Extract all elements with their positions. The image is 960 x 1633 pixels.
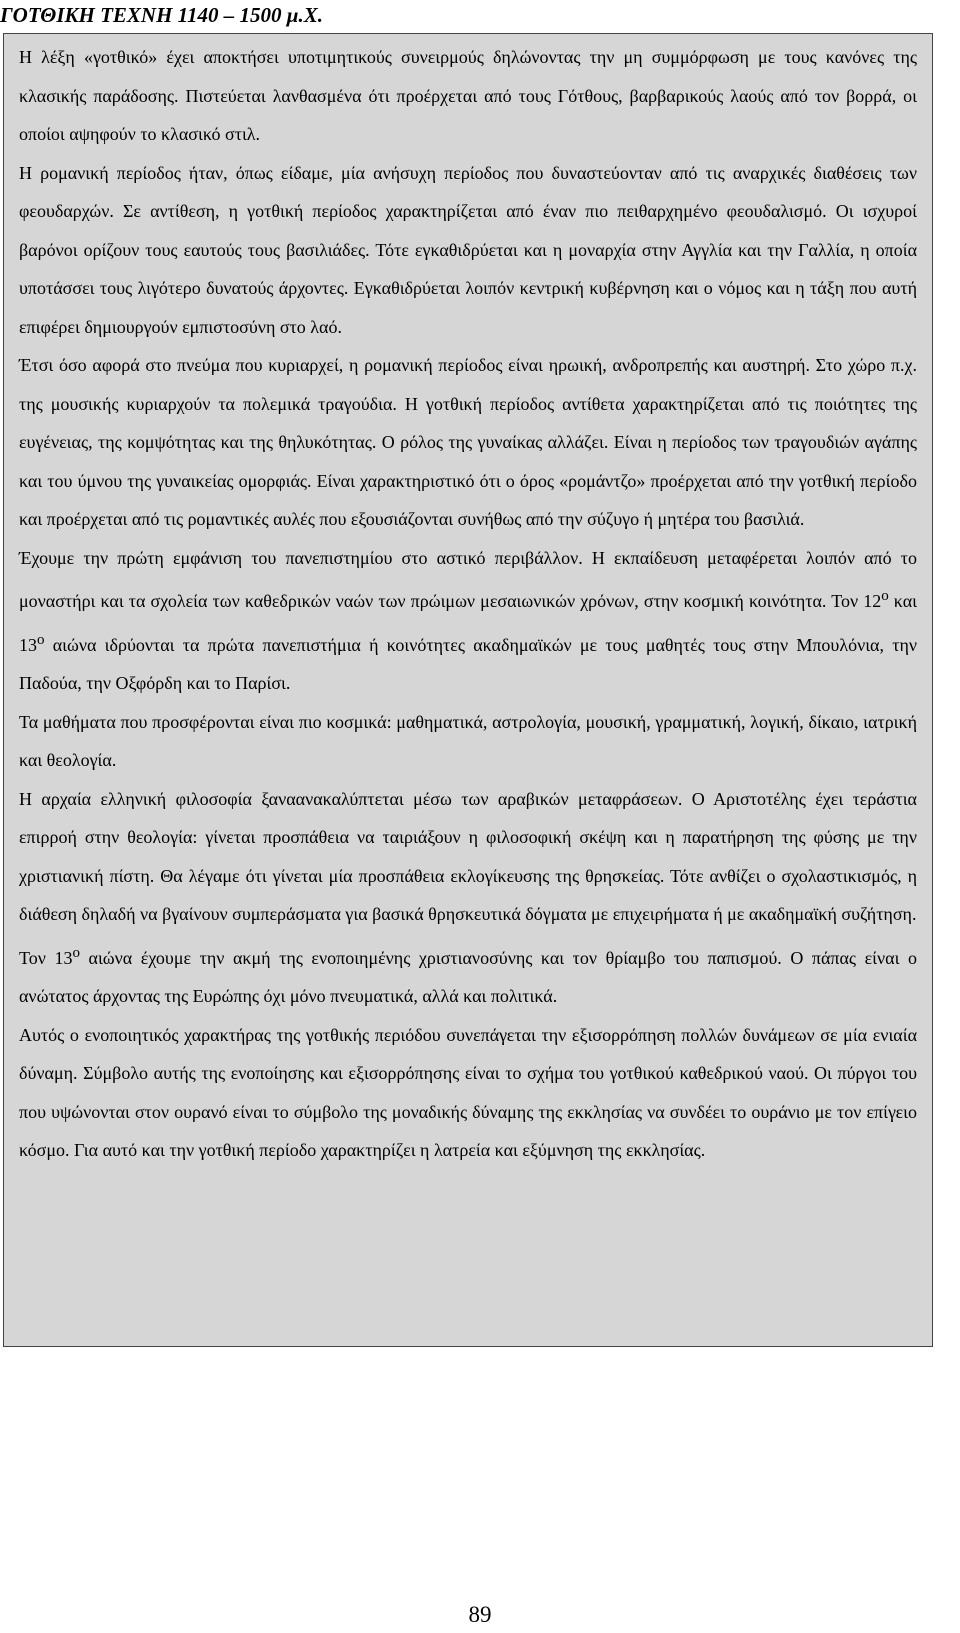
superscript: ο [37, 631, 45, 648]
paragraph [19, 38, 917, 154]
paragraph-text: Η αρχαία ελληνική φιλοσοφία ξαναανακαλύπτεται μέσω των αραβικών μεταφράσεων. Ο Αριστοτέλης έχει τεράστια επιρροή στην θεολογία: γίνεται προσπάθεια να ταιριάξουν η φιλοσοφική σκέψη και η παρατήρηση της φύσης με την χριστιανική πίστη. Θα λέγαμε ότι γίνεται μία προσπάθεια εκλογίκευσης της θρησκείας. Τότε ανθίζει ο σχολαστικισμός, η διάθεση δηλαδή να βγαίνουν συμπεράσματα για βασικά θρησκευτικά δόγματα με επιχειρήματα ή με ακαδημαϊκή συζήτηση. [19, 788, 917, 924]
paragraph-text: Η λέξη «γοτθικό» έχει αποκτήσει υποτιμητικούς συνειρμούς δηλώνοντας την μη συμμόρφωση με τους κανόνες της κλασικής παράδοσης. Πιστεύεται λανθασμένα ότι προέρχεται από τους Γότθους, βαρβαρικούς λαούς από τον βορρά, οι οποίοι αψηφούν το κλασικό στιλ. [19, 47, 917, 144]
paragraph [19, 703, 917, 780]
paragraph [19, 934, 917, 1016]
paragraph [19, 780, 917, 934]
paragraph-text: και 13 [19, 591, 917, 655]
paragraph-text: Τα μαθήματα που προσφέρονται είναι πιο κοσμικά: μαθηματικά, αστρολογία, μουσική, γραμματική, λογική, δίκαιο, ιατρική και θεολογία. [19, 711, 917, 770]
paragraph [19, 346, 917, 539]
text-panel [3, 33, 933, 1347]
superscript: ο [881, 588, 889, 604]
paragraph-text: Τον 13 [19, 947, 73, 968]
paragraph-text: Έτσι όσο αφορά στο πνεύμα που κυριαρχεί, η ρομανική περίοδος είναι ηρωική, ανδροπρεπής και αυστηρή. Στο χώρο π.χ. της μουσικής κυριαρχούν τα πολεμικά τραγούδια. Η γοτθική περίοδος αντίθετα χαρακτηρίζεται από τις ποιότητες της ευγένειας, της κομψότητας και της θηλυκότητας. Ο ρόλος της γυναίκας αλλάζει. Είναι η περίοδος των τραγουδιών αγάπης και του ύμνου της γυναικείας ομορφιάς. Είναι χαρακτηριστικό ότι ο όρος «ρομάντζο» προέρχεται από την γοτθική περίοδο και προέρχεται από τις ρομαντικές αυλές που εξουσιάζονται συνήθως από την σύζυγο ή μητέρα του βασιλιά. [19, 355, 917, 529]
paragraph-text: αιώνα έχουμε την ακμή της ενοποιημένης χριστιανοσύνης και τον θρίαμβο του παπισμού. Ο πάπας είναι ο ανώτατος άρχοντας της Ευρώπης όχι μόνο πνευματικά, αλλά και πολιτικά. [19, 947, 917, 1006]
superscript: ο [72, 944, 80, 961]
paragraph-text: αιώνα ιδρύονται τα πρώτα πανεπιστήμια ή κοινότητες ακαδημαϊκών με τους μαθητές τους στην Μπουλόνια, την Παδούα, την Οξφόρδη και το Παρίσι. [19, 634, 917, 693]
paragraph-text: Η ρομανική περίοδος ήταν, όπως είδαμε, μία ανήσυχη περίοδος που δυναστεύονταν από τις αναρχικές διαθέσεις των φεουδαρχών. Σε αντίθεση, η γοτθική περίοδος χαρακτηρίζεται από έναν πιο πειθαρχημένο φεουδαλισμό. Οι ισχυροί βαρόνοι ορίζουν τους εαυτούς τους βασιλιάδες. Τότε εγκαθιδρύεται και η μοναρχία στην Αγγλία και την Γαλλία, η οποία υποτάσσει τους λιγότερο δυνατούς άρχοντες. Εγκαθιδρύεται λοιπόν κεντρική κυβέρνηση και ο νόμος και η τάξη που αυτή επιφέρει δημιουργούν εμπιστοσύνη στο λαό. [19, 162, 917, 337]
page-title: ΓΟΤΘΙΚΗ ΤΕΧΝΗ 1140 – 1500 μ.Χ. [0, 3, 323, 27]
paragraph [19, 154, 917, 347]
paragraph-text: Αυτός ο ενοποιητικός χαρακτήρας της γοτθικής περιόδου συνεπάγεται την εξισορρόπηση πολλών δυνάμεων σε μία ενιαία δύναμη. Σύμβολο αυτής της ενοποίησης και εξισορρόπησης είναι το σχήμα του γοτθικού καθεδρικού ναού. Οι πύργοι του που υψώνονται στον ουρανό είναι το σύμβολο της μοναδικής δύναμης της εκκλησίας να συνδέει το ουράνιο με τον επίγειο κόσμο. Για αυτό και την γοτθική περίοδο χαρακτηρίζει η λατρεία και εξύμνηση της εκκλησίας. [19, 1024, 917, 1160]
page-number: 89 [468, 1602, 492, 1627]
paragraph-text: Έχουμε την πρώτη εμφάνιση του πανεπιστημίου στο αστικό περιβάλλον. Η εκπαίδευση μεταφέρεται λοιπόν από το μοναστήρι και τα σχολεία των καθεδρικών ναών των πρώιμων μεσαιωνικών χρόνων, στην κοσμική κοινότητα. Τον 12 [19, 547, 917, 611]
paragraph [19, 539, 917, 703]
paragraph [19, 1016, 917, 1170]
